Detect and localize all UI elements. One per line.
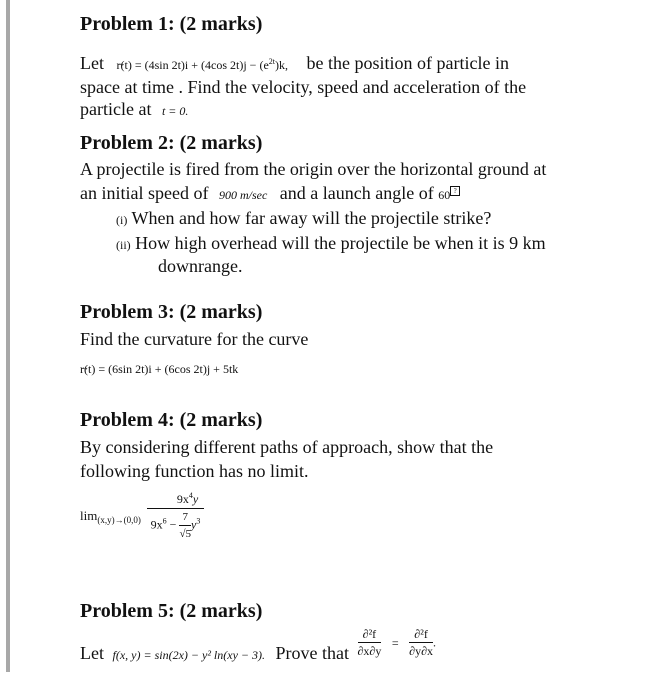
problem-3-line-1: Find the curvature for the curve xyxy=(80,329,309,349)
problem-1-line-3: particle at t = 0. xyxy=(80,99,189,119)
problem-5-line-1: Let f(x, y) = sin(2x) − y² ln(xy − 3). Prove that $\frac{\text{∂²f}}{\partial x\partial y}$ = $\frac{\text{∂²f}}{\partial y\partial x}$ . xyxy=(80,627,436,663)
curve-formula: r(t) = (6sin 2t)i + (6cos 2t)j + 5tk xyxy=(80,362,239,376)
problem-4-line-2: following function has no limit. xyxy=(80,461,309,481)
initial-speed: 900 m/sec xyxy=(218,188,268,202)
limit-operator: $\lim_{(x,y)\to(0,0)}$ xyxy=(80,508,141,525)
problem-4-heading: Problem 4: (2 marks) xyxy=(80,409,263,431)
problem-3-heading: Problem 3: (2 marks) xyxy=(80,301,263,323)
limit-expression xyxy=(80,492,204,541)
limit-fraction xyxy=(147,492,204,541)
left-margin-rule xyxy=(6,0,10,672)
problem-4-line-1: By considering different paths of approach, show that the xyxy=(80,437,494,457)
fraction-numerator: $9x^4y$ xyxy=(147,492,204,509)
problem-2-line-2: an initial speed of 900 m/sec and a launch angle of 60 ? xyxy=(80,182,460,204)
launch-angle: 60 xyxy=(438,188,451,202)
function-definition: f(x, y) = sin(2x) − y² ln(xy − 3). xyxy=(112,647,265,662)
problem-1-line-1: Let r(t) = (4sin 2t)i + (4cos $2t)j - (e^{2t})k$, be the position of particle in xyxy=(80,53,509,73)
problem-2-question-1: (i) When and how far away will the projectile strike? xyxy=(116,208,492,228)
position-vector-formula: r(t) = (4sin 2t)i + (4cos $2t)j - (e^{2t})k$, xyxy=(116,57,289,72)
problem-2-line-1: A projectile is fired from the origin over the horizontal ground at xyxy=(80,159,547,179)
fraction-denominator: $9x^6$ − $\frac{7}{√5}$ $y^3$ xyxy=(150,511,201,540)
problem-2-heading: Problem 2: (2 marks) xyxy=(80,132,263,154)
problem-5-heading: Problem 5: (2 marks) xyxy=(80,600,263,622)
mixed-partial-yx: $\frac{\text{∂²f}}{\partial y\partial x}$ xyxy=(409,627,433,658)
degree-placeholder-icon: ? xyxy=(450,186,460,196)
mixed-partial-xy: $\frac{\text{∂²f}}{\partial x\partial y}$ xyxy=(357,627,382,658)
problem-1-line-2: space at time . Find the velocity, speed and acceleration of the xyxy=(80,77,527,97)
problem-2-question-2: (ii) How high overhead will the projectile be when it is 9 km xyxy=(116,233,546,253)
problem-1-heading: Problem 1: (2 marks) xyxy=(80,13,263,35)
problem-2-question-2-cont: downrange. xyxy=(158,256,243,276)
